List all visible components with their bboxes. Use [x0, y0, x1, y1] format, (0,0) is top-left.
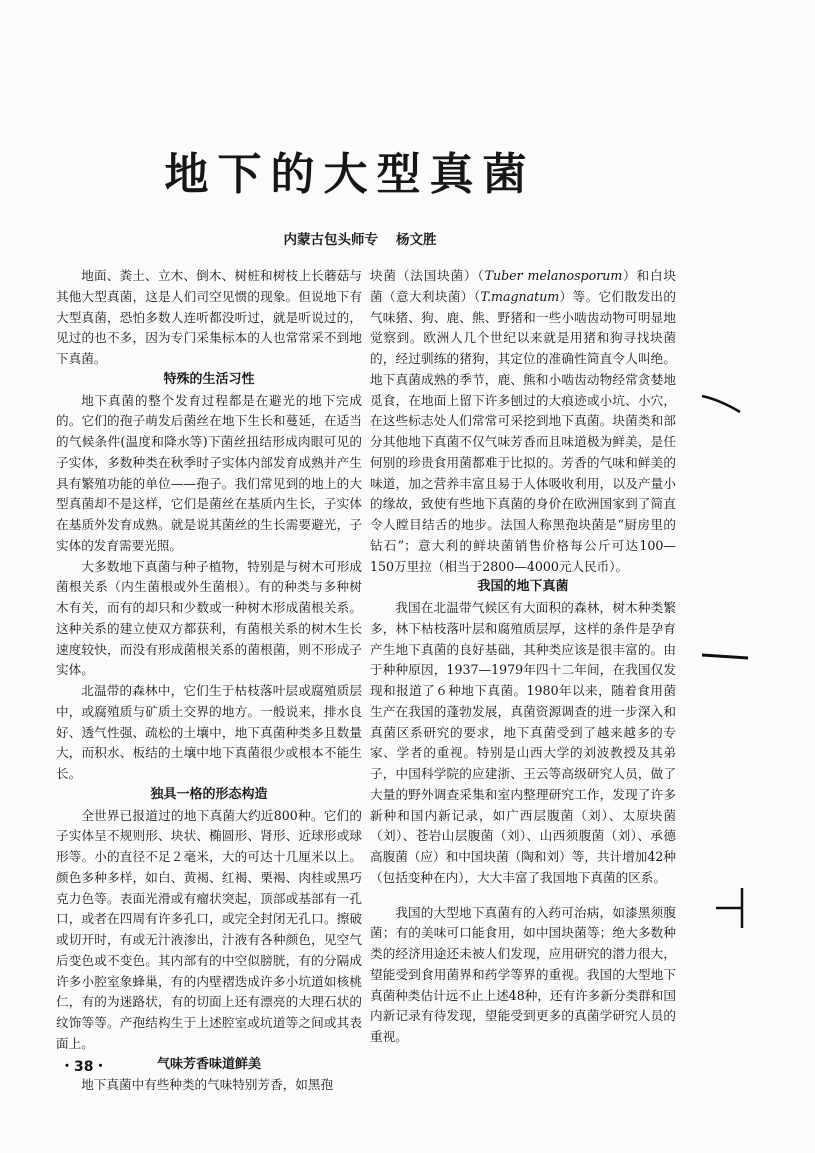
scan-mark	[700, 650, 750, 662]
latin-name: T.magnatum	[480, 288, 560, 304]
article-title: 地下的大型真菌	[164, 149, 536, 200]
paragraph: 我国在北温带气候区有大面积的森林，树木种类繁多，林下枯枝落叶层和腐殖质层厚，这样的条件是孕育产生地下真菌的良好基础，其种类应该是很丰富的。由于种种原因，1937—1979年四十二年间，在我国仅发现和报道了６种地下真菌。1980年以来，随着食用菌生产在我国的蓬勃发展，真菌资源调查的进一步深入和真菌区系研究的要求，地下真菌受到了越来越多的专家、学者的重视。特别是山西大学的刘波教授及其弟子，中国科学院的应建浙、王云等高级研究人员，做了大量的野外调查采集和室内整理研究工作，发现了许多新种和国内新记录，如广西层腹菌（刘）、太原块菌（刘）、苍岩山层腹菌（刘）、山西须腹菌（刘）、承德高腹菌（应）和中国块菌（陶和刘）等，共计增加42种（包括变种在内），大大丰富了我国地下真菌的区系。	[370, 600, 676, 885]
section-heading: 我国的地下真菌	[477, 579, 569, 595]
right-column	[370, 266, 676, 1048]
scan-mark	[700, 392, 742, 414]
author-affiliation: 内蒙古包头师专	[283, 232, 378, 248]
byline	[200, 228, 520, 248]
scan-mark	[712, 884, 752, 932]
paragraph-gap	[370, 889, 676, 903]
paragraph: 大多数地下真菌与种子植物，特别是与树木可形成菌根关系（内生菌根或外生菌根）。有的种类与多种树木有关，而有的却只和少数或一种树木形成菌根关系。这种关系的建立使双方都获利，有菌根关系的树木生长速度较快，而没有形成菌根关系的菌根菌，则不形成子实体。	[56, 558, 362, 678]
text-run: ）等。它们散发出的气味猪、狗、鹿、熊、野猪和一些小啮齿动物可明显地觉察到。欧洲人几个世纪以来就是用猪和狗寻找块菌的，经过驯练的猪狗，其定位的准确性简直令人叫绝。地下真菌成熟的季节，鹿、熊和小啮齿动物经常贪婪地觅食，在地面上留下许多刨过的大痕迹或小坑、小穴，在这些标志处人们常常可采挖到地下真菌。块菌类和部分其他地下真菌不仅气味芳香而且味道极为鲜美，是任何别的珍贵食用菌都难于比拟的。芳香的气味和鲜美的味道，加之营养丰富且易于人体吸收利用，以及产量小的缘故，致使有些地下真菌的身价在欧洲国家到了简直令人瞠目结舌的地步。法国人称黑孢块菌是“厨房里的钻石”；意大利的鲜块菌销售价格每公斤可达100—150万里拉（相当于2800—4000元人民币）。	[370, 288, 677, 574]
section-heading: 独具一格的形态构造	[150, 786, 268, 802]
author-name: 杨文胜	[396, 232, 437, 248]
left-column	[56, 266, 362, 1096]
text-run: 块菌（法国块菌）（	[370, 268, 485, 283]
paragraph	[370, 266, 676, 577]
text-run: ）和白块菌（意大利块菌）（	[370, 268, 677, 304]
latin-name: Tuber melanosporum	[484, 268, 623, 283]
paragraph: 地下真菌的整个发育过程都是在避光的地下完成的。它们的孢子萌发后菌丝在地下生长和蔓延，在适当的气候条件(温度和降水等)下菌丝扭结形成肉眼可见的子实体，多数种类在秋季时子实体内部发育成熟并产生具有繁殖功能的单位——孢子。我们常见到的地上的大型真菌却不是这样，它们是菌丝在基质内生长，子实体在基质外发育成熟。就是说其菌丝的生长需要避光，子实体的发育需要光照。	[56, 392, 362, 553]
paragraph: 全世界已报道过的地下真菌大约近800种。它们的子实体呈不规则形、块状、椭圆形、肾形、近球形或球形等。小的直径不足２毫米，大的可达十几厘米以上。颜色多种多样，如白、黄褐、红褐、栗褐、肉桂或黑巧克力色等。表面光滑或有瘤状突起，顶部或基部有一孔口，或者在四周有许多孔口，或完全封闭无孔口。擦破或切开时，有或无汁液渗出，汁液有各种颜色，见空气后变色或不变色。其内部有的中空似膀胱，有的分隔成许多小腔室象蜂巢，有的内壁褶迭成许多小坑道如核桃仁，有的为迷路状，有的切面上还有漂亮的大理石状的纹饰等等。产孢结构生于上述腔室或坑道等之间或其表面上。	[56, 807, 362, 1051]
paragraph: 我国的大型地下真菌有的入药可治病，如漆黑须腹菌；有的美味可口能食用，如中国块菌等；绝大多数种类的经济用途还未被人们发现，应用研究的潜力很大，望能受到食用菌界和药学等界的重视。我国的大型地下真菌种类估计远不止上述48种，还有许多新分类群和国内新记录有待发现，望能受到更多的真菌学研究人员的重视。	[370, 904, 676, 1044]
paragraph: 北温带的森林中，它们生于枯枝落叶层或腐殖质层中，或腐殖质与矿质土交界的地方。一般说来，排水良好、透气性强、疏松的土壤中，地下真菌种类多且数量大，而积水、板结的土壤中地下真菌很少或根本不能生长。	[56, 683, 362, 781]
paragraph: 地面、粪土、立木、倒木、树桩和树枝上长蘑菇与其他大型真菌，这是人们司空见惯的现象。但说地下有大型真菌，恐怕多数人连听都没听过，就是听说过的，见过的也不多，因为专门采集标本的人也常常采不到地下真菌。	[56, 268, 362, 366]
section-heading: 特殊的生活习性	[163, 371, 255, 387]
page-number: ・38・	[60, 1059, 108, 1075]
section-heading: 气味芳香味道鲜美	[156, 1056, 261, 1072]
paragraph: 地下真菌中有些种类的气味特别芳香，如黑孢	[81, 1077, 334, 1093]
